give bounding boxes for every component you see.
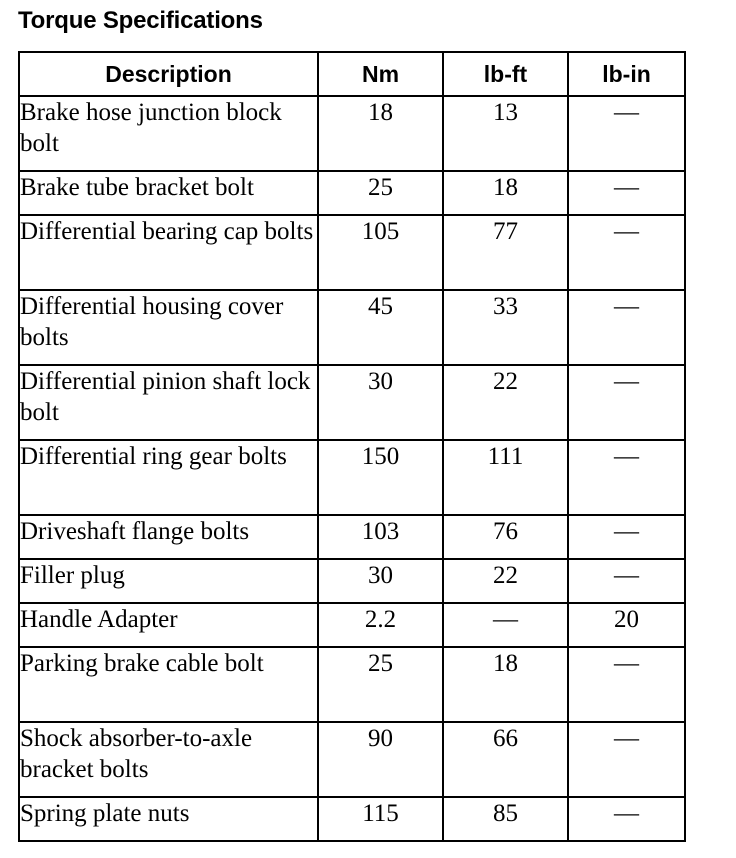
- table-row: [19, 290, 685, 365]
- cell-lbin: —: [568, 722, 685, 797]
- table-row: [19, 647, 685, 722]
- cell-lbin: —: [568, 365, 685, 440]
- column-header-nm: Nm: [318, 52, 443, 96]
- cell-lbin: —: [568, 290, 685, 365]
- cell-nm: 18: [318, 96, 443, 171]
- column-header-lbin: lb-in: [568, 52, 685, 96]
- cell-description: Driveshaft flange bolts: [19, 515, 318, 559]
- cell-lbin: —: [568, 96, 685, 171]
- table-row: [19, 797, 685, 841]
- cell-nm: 25: [318, 647, 443, 722]
- cell-description: Parking brake cable bolt: [19, 647, 318, 722]
- cell-lbft: 111: [443, 440, 568, 515]
- cell-lbin: 20: [568, 603, 685, 647]
- cell-nm: 90: [318, 722, 443, 797]
- cell-description: Spring plate nuts: [19, 797, 318, 841]
- cell-lbin: —: [568, 647, 685, 722]
- cell-nm: 25: [318, 171, 443, 215]
- cell-lbft: 22: [443, 365, 568, 440]
- cell-nm: 115: [318, 797, 443, 841]
- cell-description: Differential pinion shaft lock bolt: [19, 365, 318, 440]
- table-row: [19, 171, 685, 215]
- cell-lbft: 76: [443, 515, 568, 559]
- cell-lbin: —: [568, 171, 685, 215]
- cell-lbft: 33: [443, 290, 568, 365]
- cell-nm: 103: [318, 515, 443, 559]
- cell-lbft: —: [443, 603, 568, 647]
- cell-description: Shock absorber-to-axle bracket bolts: [19, 722, 318, 797]
- cell-nm: 105: [318, 215, 443, 290]
- cell-nm: 30: [318, 365, 443, 440]
- table-row: [19, 215, 685, 290]
- cell-description: Filler plug: [19, 559, 318, 603]
- cell-lbft: 85: [443, 797, 568, 841]
- table-header-row: [19, 52, 685, 96]
- cell-lbft: 22: [443, 559, 568, 603]
- cell-lbin: —: [568, 515, 685, 559]
- cell-lbft: 66: [443, 722, 568, 797]
- cell-description: Brake hose junction block bolt: [19, 96, 318, 171]
- cell-lbin: —: [568, 215, 685, 290]
- column-header-description: Description: [19, 52, 318, 96]
- table-row: [19, 722, 685, 797]
- cell-lbft: 13: [443, 96, 568, 171]
- cell-lbft: 18: [443, 171, 568, 215]
- cell-description: Differential housing cover bolts: [19, 290, 318, 365]
- cell-nm: 45: [318, 290, 443, 365]
- cell-lbft: 77: [443, 215, 568, 290]
- table-row: [19, 365, 685, 440]
- table-row: [19, 515, 685, 559]
- cell-description: Brake tube bracket bolt: [19, 171, 318, 215]
- cell-lbin: —: [568, 440, 685, 515]
- cell-description: Differential ring gear bolts: [19, 440, 318, 515]
- cell-lbin: —: [568, 797, 685, 841]
- cell-lbin: —: [568, 559, 685, 603]
- table-row: [19, 559, 685, 603]
- cell-lbft: 18: [443, 647, 568, 722]
- cell-description: Handle Adapter: [19, 603, 318, 647]
- cell-nm: 2.2: [318, 603, 443, 647]
- cell-nm: 150: [318, 440, 443, 515]
- page-title: Torque Specifications: [18, 7, 263, 34]
- cell-description: Differential bearing cap bolts: [19, 215, 318, 290]
- table-row: [19, 603, 685, 647]
- torque-spec-table: [18, 51, 686, 842]
- column-header-lbft: lb-ft: [443, 52, 568, 96]
- table-row: [19, 96, 685, 171]
- cell-nm: 30: [318, 559, 443, 603]
- table-row: [19, 440, 685, 515]
